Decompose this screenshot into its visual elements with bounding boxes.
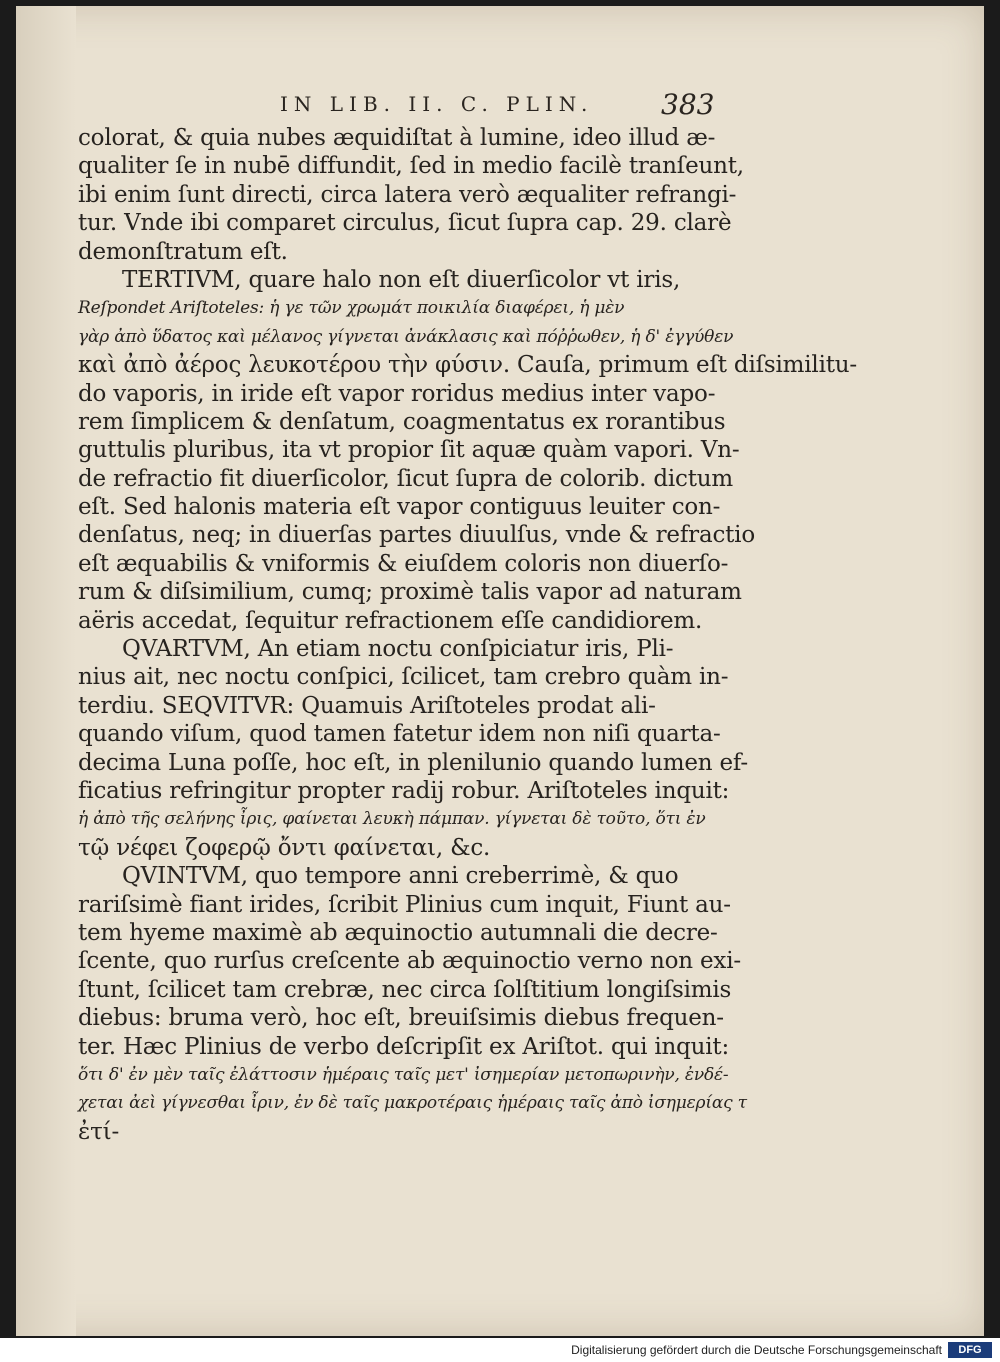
text-line: TERTIVM, quare halo non eſt diuerſicolor vt iris, <box>122 266 681 293</box>
text-line: γὰρ ἀπὸ ὕδατος καὶ μέλανος γίγνεται ἀνάκλασις καὶ πόῤῥωθεν, ἡ δ' ἐγγύθεν <box>78 326 734 347</box>
text-line: qualiter ſe in nubē diffundit, ſed in medio facilè tranſeunt, <box>78 153 744 180</box>
text-line: ficatius refringitur propter radij robur. Ariſtoteles inquit: <box>78 777 730 804</box>
text-line: tem hyeme maximè ab æquinoctio autumnali die decre- <box>78 919 718 946</box>
text-line: rum & diſsimilium, cumq; proximè talis vapor ad naturam <box>78 579 742 606</box>
footer-credit: Digitalisierung gefördert durch die Deutsche Forschungsgemeinschaft <box>571 1343 942 1357</box>
text-line: ſcente, quo rurſus creſcente ab æquinoctio verno non exi- <box>78 948 741 975</box>
text-line: do vaporis, in iride eſt vapor roridus medius inter vapo- <box>78 380 716 407</box>
book-page <box>16 6 984 1336</box>
text-line: τῷ νέφει ζοφερῷ ὄντι φαίνεται, &c. <box>78 834 491 861</box>
text-line: terdiu. SEQVITVR: Quamuis Ariſtoteles prodat ali- <box>78 692 656 719</box>
text-line: ter. Hæc Plinius de verbo deſcripſit ex Ariſtot. qui inquit: <box>78 1033 730 1060</box>
text-line: eſt æquabilis & vniformis & eiuſdem coloris non diuerſo- <box>78 550 729 577</box>
text-line: ἐτί- <box>78 1118 120 1145</box>
text-line: ἡ ἀπὸ τῆς σελήνης ἶρις, φαίνεται λευκὴ πάμπαν. γίγνεται δὲ τοῦτο, ὅτι ἐν <box>78 809 706 830</box>
body-text <box>78 124 857 1146</box>
text-line: ſtunt, ſcilicet tam crebræ, nec circa ſolſtitium longiſsimis <box>78 976 732 1003</box>
text-line: guttulis pluribus, ita vt propior ſit aquæ quàm vapori. Vn- <box>78 437 740 464</box>
text-line: Reſpondet Ariſtoteles: ἡ γε τῶν χρωμάτ ποικιλία διαφέρει, ἡ μὲν <box>78 298 625 319</box>
text-line: rem ſimplicem & denſatum, coagmentatus ex rorantibus <box>78 408 726 435</box>
text-line: aëris accedat, ſequitur refractionem eſſe candidiorem. <box>78 607 703 634</box>
text-line: rariſsimè fiant irides, ſcribit Plinius cum inquit, Fiunt au- <box>78 891 731 918</box>
text-line: quando viſum, quod tamen fatetur idem non niſi quarta- <box>78 721 721 748</box>
footer-bar <box>0 1338 1000 1362</box>
text-line: QVARTVM, An etiam noctu conſpiciatur iris, Pli- <box>122 636 674 663</box>
text-line: χεται ἀεὶ γίγνεσθαι ἶριν, ἐν δὲ ταῖς μακροτέραις ἡμέραις ταῖς ἀπὸ ἰσημερίας τ <box>78 1093 747 1114</box>
text-line: eſt. Sed halonis materia eſt vapor contiguus leuiter con- <box>78 494 721 521</box>
text-line: decima Luna poſſe, hoc eſt, in plenilunio quando lumen ef- <box>78 749 748 776</box>
text-line: nius ait, nec noctu conſpici, ſcilicet, tam crebro quàm in- <box>78 664 729 691</box>
text-line: tur. Vnde ibi comparet circulus, ſicut ſupra cap. 29. clarè <box>78 210 732 237</box>
text-line: QVINTVM, quo tempore anni creberrimè, & quo <box>122 863 679 890</box>
page-number: 383 <box>661 88 715 121</box>
running-head: IN LIB. II. C. PLIN. <box>280 92 594 116</box>
text-line: denſatus, neq; in diuerſas partes diuulſus, vnde & refractio <box>78 522 755 549</box>
text-line: de refractio fit diuerſicolor, ſicut ſupra de colorib. dictum <box>78 465 734 492</box>
text-line: καὶ ἀπὸ ἀέρος λευκοτέρου τὴν φύσιν. Cauſa, primum eſt diſsimilitu- <box>78 352 857 379</box>
page-gutter <box>16 6 76 1336</box>
text-line: colorat, & quia nubes æquidiſtat à lumine, ideo illud æ- <box>78 125 716 151</box>
text-line: ibi enim ſunt directi, circa latera verò æqualiter refrangi- <box>78 181 737 208</box>
dfg-logo: DFG <box>948 1342 992 1358</box>
text-line: diebus: bruma verò, hoc eſt, breuiſsimis diebus frequen- <box>78 1005 724 1032</box>
text-line: demonſtratum eſt. <box>78 238 288 265</box>
text-line: ὅτι δ' ἐν μὲν ταῖς ἐλάττοσιν ἡμέραις ταῖς μετ' ἰσημερίαν μετοπωρινὴν, ἐνδέ- <box>78 1064 729 1085</box>
